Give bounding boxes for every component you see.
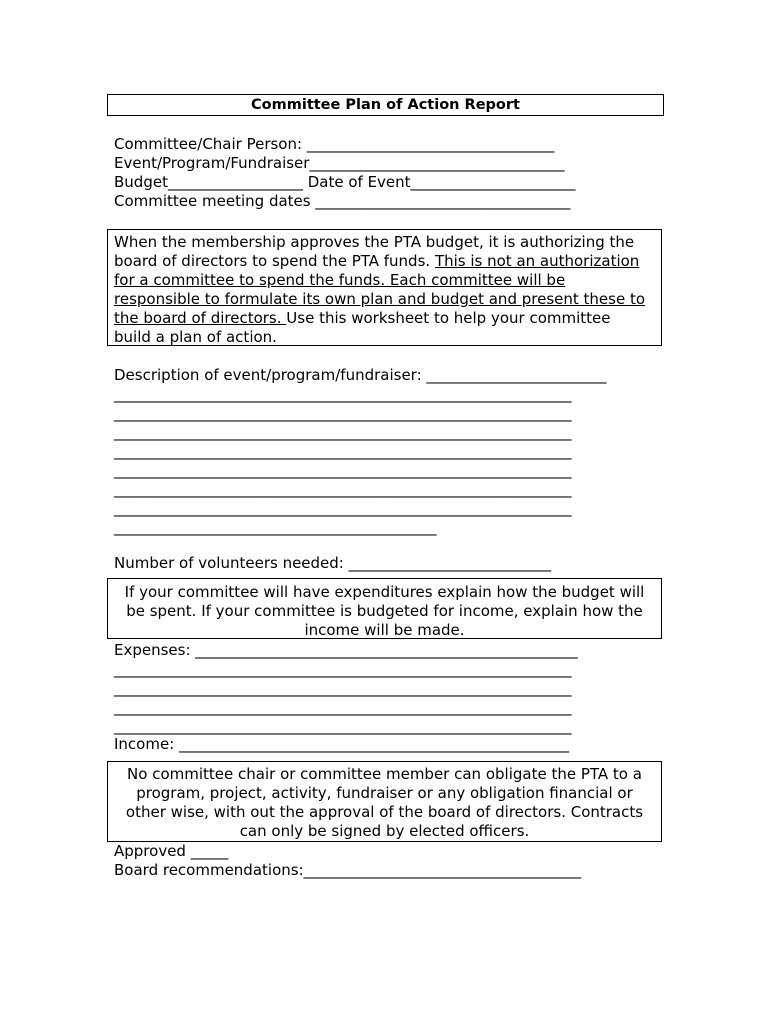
- description-blank-line[interactable]: _____________________________________________________________: [114, 423, 572, 441]
- notice-line: responsible to formulate its own plan and budget and present these to: [114, 290, 646, 308]
- event-field[interactable]: Event/Program/Fundraiser__________________________________: [114, 154, 565, 172]
- description-field[interactable]: Description of event/program/fundraiser: ________________________: [114, 366, 607, 384]
- authorization-notice: [107, 229, 662, 346]
- chair-person-field[interactable]: Committee/Chair Person: _________________________________: [114, 135, 555, 153]
- budget-note-line: be spent. If your committee is budgeted for income, explain how the: [126, 602, 643, 620]
- notice-line: the board of directors. Use this worksheet to help your committee: [114, 309, 611, 327]
- expenses-field[interactable]: Expenses: ___________________________________________________: [114, 641, 578, 659]
- expenses-blank-line[interactable]: _____________________________________________________________: [114, 717, 572, 735]
- notice-line: build a plan of action.: [114, 328, 277, 346]
- obligation-note-line: can only be signed by elected officers.: [239, 822, 530, 840]
- obligation-note-line: other wise, with out the approval of the board of directors. Contracts: [125, 803, 644, 821]
- board-recommendations-field[interactable]: Board recommendations:_____________________________________: [114, 861, 582, 879]
- description-blank-line[interactable]: _____________________________________________________________: [114, 480, 572, 498]
- expenses-blank-line[interactable]: _____________________________________________________________: [114, 679, 572, 697]
- budget-note-line: income will be made.: [304, 621, 465, 639]
- report-title: Committee Plan of Action Report: [107, 94, 664, 116]
- notice-line: board of directors to spend the PTA funds. This is not an authorization: [114, 252, 640, 270]
- description-blank-line[interactable]: _____________________________________________________________: [114, 442, 572, 460]
- volunteers-field[interactable]: Number of volunteers needed: ___________________________: [114, 554, 552, 572]
- description-blank-line[interactable]: _____________________________________________________________: [114, 461, 572, 479]
- budget-instructions: [107, 578, 662, 639]
- expenses-blank-line[interactable]: _____________________________________________________________: [114, 698, 572, 716]
- obligation-note-line: program, project, activity, fundraiser or any obligation financial or: [136, 784, 633, 802]
- notice-line: When the membership approves the PTA budget, it is authorizing the: [114, 233, 635, 251]
- obligation-note-line: No committee chair or committee member can obligate the PTA to a: [127, 765, 642, 783]
- income-field[interactable]: Income: ____________________________________________________: [114, 735, 570, 753]
- approved-field[interactable]: Approved _____: [114, 842, 229, 860]
- budget-date-field[interactable]: Budget__________________ Date of Event______________________: [114, 173, 576, 191]
- budget-note-line: If your committee will have expenditures explain how the budget will: [124, 583, 645, 601]
- description-blank-line[interactable]: _____________________________________________________________: [114, 404, 572, 422]
- description-blank-line-short[interactable]: ___________________________________________: [114, 518, 437, 536]
- expenses-blank-line[interactable]: _____________________________________________________________: [114, 660, 572, 678]
- meeting-dates-field[interactable]: Committee meeting dates __________________________________: [114, 192, 571, 210]
- description-blank-line[interactable]: _____________________________________________________________: [114, 385, 572, 403]
- description-blank-line[interactable]: _____________________________________________________________: [114, 499, 572, 517]
- obligation-notice: [107, 761, 662, 842]
- notice-line: for a committee to spend the funds. Each committee will be: [114, 271, 566, 289]
